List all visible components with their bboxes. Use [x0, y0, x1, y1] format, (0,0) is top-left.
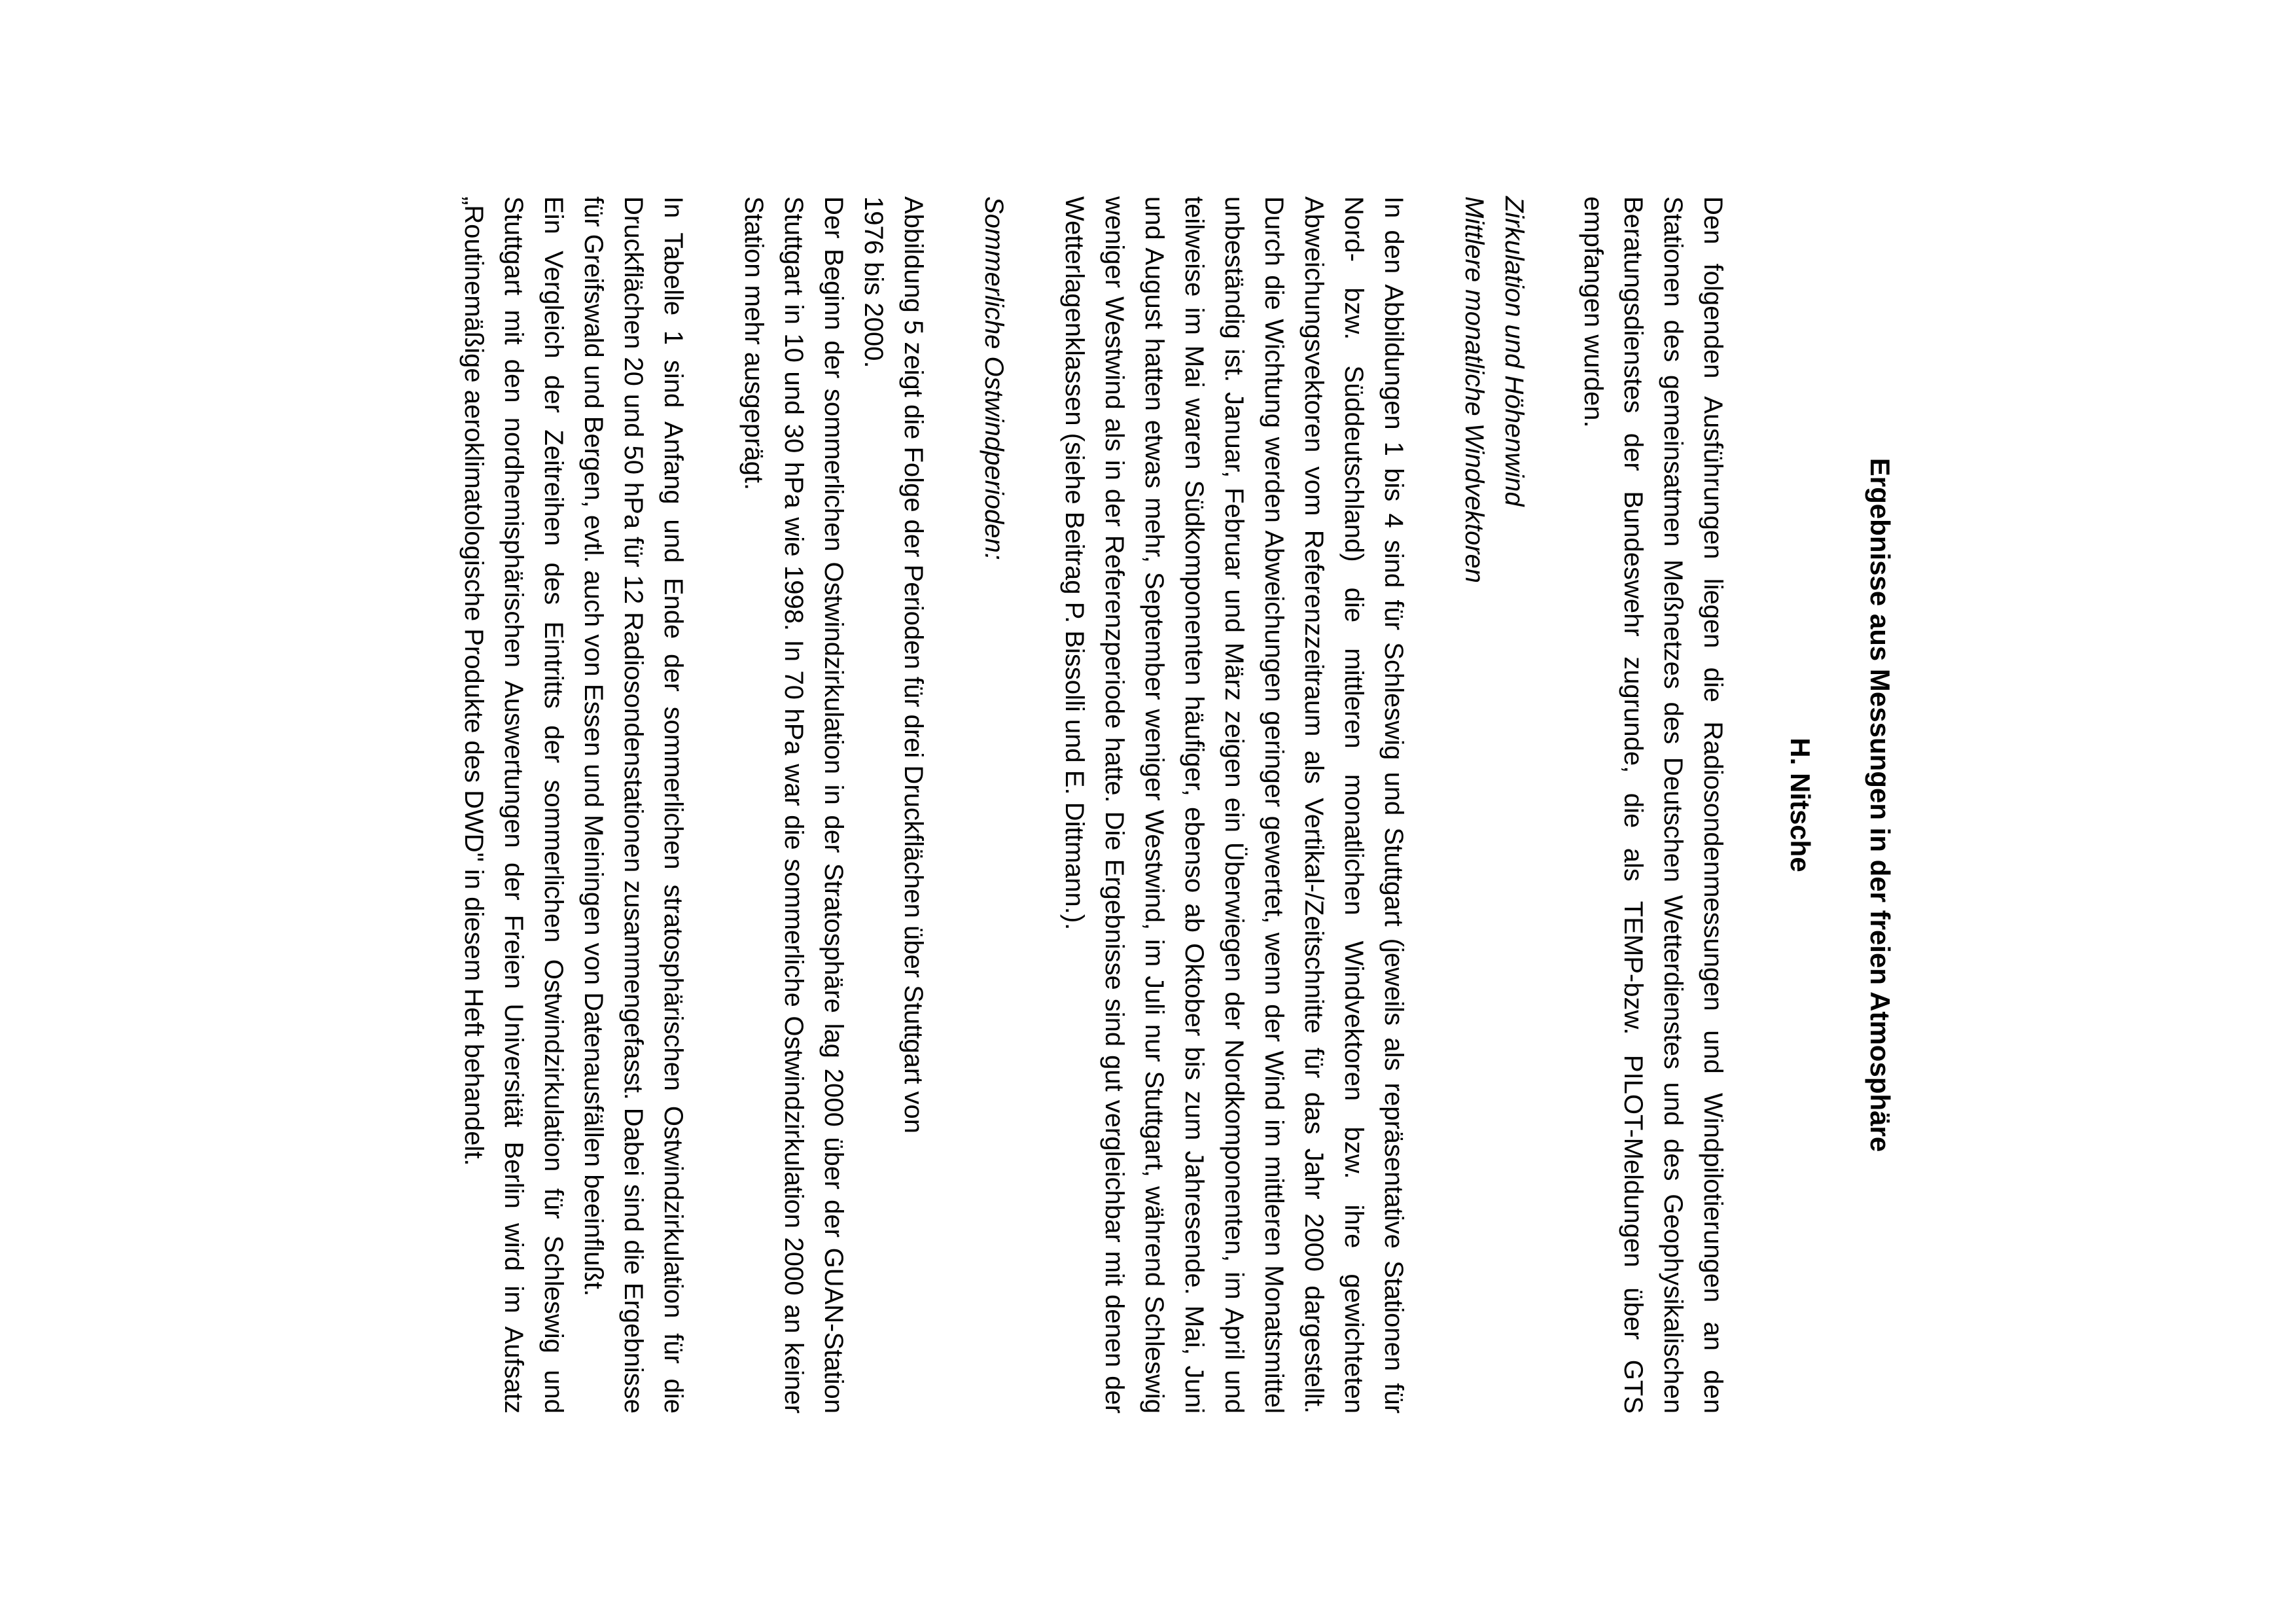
section-heading-ostwindperioden: Sommerliche Ostwindperioden:: [980, 196, 1008, 560]
abbildung5-line1: Abbildung 5 zeigt die Folge der Perioden für drei Druckflächen über Stuttgart von: [899, 196, 928, 1133]
document-title: Ergebnisse aus Messungen in der freien Atmosphäre: [1865, 457, 1896, 1152]
abbildung5-paragraph: [733, 196, 933, 1414]
section-subheading-windvektoren: Mittlere monatliche Windvektoren: [1460, 196, 1489, 583]
document-body: [453, 196, 2296, 1414]
section-heading-zirkulation: Zirkulation und Höhenwind: [1500, 196, 1528, 507]
windvektoren-paragraph: In den Abbildungen 1 bis 4 sind für Schleswig und Stuttgart (jeweils als repräsentative Stationen für Nord- bzw. Süddeutschland) die mittleren monatlichen Windvektoren bzw. ihre gewichteten Abweichungsvektoren vom Referenzzeitraum als Vertikal-/Zeitschnitte für das Jahr 2000 dargestellt. Durch die Wichtung werden Abweichungen geringer gewertet, wenn der Wind im mittleren Monatsmittel unbeständig ist. Januar, Februar und März zeigen ein Überwiegen der Nordkomponenten, im April und teilweise im Mai waren Südkomponenten häufiger, ebenso ab Oktober bis zum Jahresende. Mai, Juni und August hatten etwas mehr, September weniger Westwind, im Juli nur Stuttgart, während Schleswig weniger Westwind als in der Referenzperiode hatte. Die Ergebnisse sind gut vergleichbar mit denen der Wetterlagenklassen (siehe Beitrag P. Bissolli und E. Dittmann.).: [1060, 196, 1408, 1414]
stuttgart-paragraph: Der Beginn der sommerlichen Ostwindzirkulation in der Stratosphäre lag 2000 über der GUAN-Station Stuttgart in 10 und 30 hPa wie 1998. In 70 hPa war die sommerliche Ostwindzirkulation 2000 an keiner Station mehr ausgeprägt.: [739, 196, 848, 1414]
tabelle1-paragraph: In Tabelle 1 sind Anfang und Ende der sommerlichen stratosphärischen Ostwindzirkulation für die Druckflächen 20 und 50 hPa für 12 Radiosondenstationen zusammengefasst. Dabei sind die Ergebnisse für Greifswald und Bergen, evtl. auch von Essen und Meiningen von Datenausfällen beeinflußt.: [579, 196, 688, 1414]
abbildung5-line2: 1976 bis 2000.: [859, 196, 888, 368]
tabelle1-block: [453, 196, 693, 1414]
document-author: H. Nitsche: [1785, 738, 1816, 872]
intro-paragraph: Den folgenden Ausführungen liegen die Radiosondenmessungen und Windpilotierungen an den Stationen des gemeinsatmen Meßnetzes des Deutschen Wetterdienstes und des Geophysikalischen Beratungsdienstes der Bundeswehr zugrunde, die als TEMP-bzw. PILOT-Meldungen über GTS empfangen wurden.: [1579, 196, 1727, 1414]
vergleich-paragraph: Ein Vergleich der Zeitreihen des Eintritts der sommerlichen Ostwindzirkulation für Schleswig und Stuttgart mit den nordhemisphärischen Auswertungen der Freien Universität Berlin wird im Aufsatz „Routinemäßige aeroklimatologische Produkte des DWD" in diesem Heft behandelt.: [459, 196, 568, 1414]
